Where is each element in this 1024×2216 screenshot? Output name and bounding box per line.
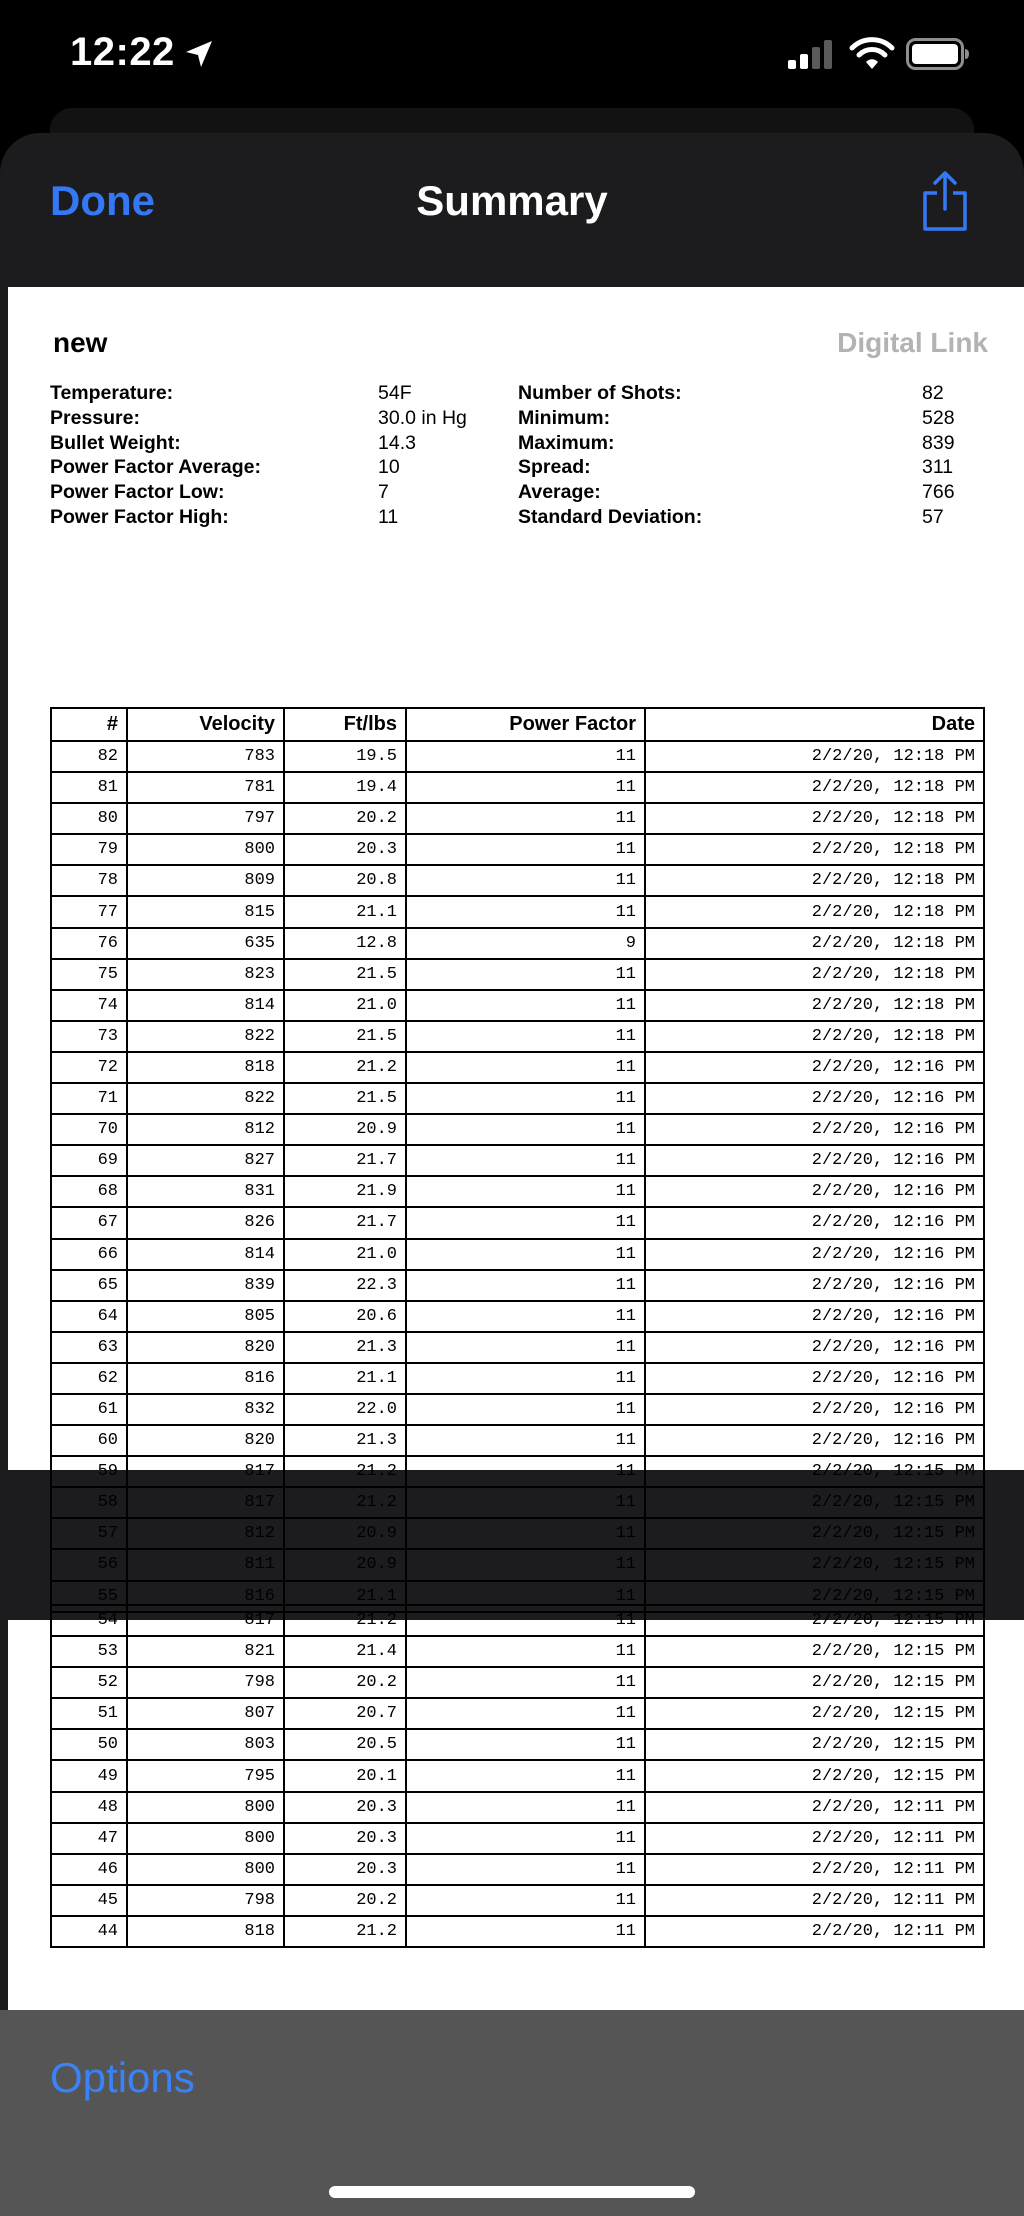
table-cell: 19.5 — [284, 741, 406, 772]
table-cell: 64 — [51, 1301, 127, 1332]
table-cell: 21.2 — [284, 1916, 406, 1947]
table-cell: 21.0 — [284, 990, 406, 1021]
table-cell: 2/2/20, 12:15 PM — [645, 1487, 984, 1518]
table-cell: 21.5 — [284, 1083, 406, 1114]
cellular-signal-icon — [786, 38, 834, 70]
table-cell: 11 — [406, 1363, 645, 1394]
table-row — [51, 1114, 984, 1145]
table-cell: 11 — [406, 1636, 645, 1667]
status-time: 12:22 — [70, 30, 175, 74]
table-cell: 2/2/20, 12:18 PM — [645, 990, 984, 1021]
table-cell: 807 — [127, 1698, 284, 1729]
column-header: Ft/lbs — [284, 708, 406, 741]
table-cell: 2/2/20, 12:18 PM — [645, 741, 984, 772]
summary-value: 311 — [922, 456, 954, 479]
table-cell: 817 — [127, 1456, 284, 1487]
summary-value: 528 — [922, 406, 955, 429]
table-cell: 2/2/20, 12:11 PM — [645, 1916, 984, 1947]
table-cell: 20.2 — [284, 1667, 406, 1698]
summary-stats — [50, 381, 1010, 530]
table-cell: 11 — [406, 1270, 645, 1301]
table-cell: 2/2/20, 12:11 PM — [645, 1885, 984, 1916]
table-cell: 783 — [127, 741, 284, 772]
table-cell: 20.9 — [284, 1549, 406, 1580]
table-cell: 73 — [51, 1021, 127, 1052]
table-cell: 11 — [406, 896, 645, 927]
bottom-toolbar — [0, 2010, 1024, 2216]
table-cell: 2/2/20, 12:18 PM — [645, 959, 984, 990]
table-cell: 2/2/20, 12:15 PM — [645, 1518, 984, 1549]
table-cell: 11 — [406, 1518, 645, 1549]
summary-value: 7 — [378, 481, 389, 504]
table-cell: 11 — [406, 1083, 645, 1114]
table-cell: 820 — [127, 1425, 284, 1456]
table-cell: 20.7 — [284, 1698, 406, 1729]
summary-value: 766 — [922, 481, 955, 504]
table-cell: 2/2/20, 12:16 PM — [645, 1114, 984, 1145]
table-cell: 52 — [51, 1667, 127, 1698]
table-cell: 11 — [406, 990, 645, 1021]
table-row — [51, 1207, 984, 1238]
summary-value: 54F — [378, 382, 412, 404]
table-cell: 21.1 — [284, 1363, 406, 1394]
table-cell: 11 — [406, 1114, 645, 1145]
table-cell: 2/2/20, 12:15 PM — [645, 1667, 984, 1698]
table-cell: 803 — [127, 1729, 284, 1760]
table-cell: 2/2/20, 12:18 PM — [645, 803, 984, 834]
table-cell: 2/2/20, 12:15 PM — [645, 1456, 984, 1487]
table-row — [51, 1636, 984, 1667]
table-cell: 815 — [127, 896, 284, 927]
table-cell: 58 — [51, 1487, 127, 1518]
table-cell: 20.3 — [284, 834, 406, 865]
summary-value: 11 — [378, 505, 399, 528]
table-row — [51, 865, 984, 896]
table-cell: 11 — [406, 865, 645, 896]
table-cell: 53 — [51, 1636, 127, 1667]
table-cell: 62 — [51, 1363, 127, 1394]
table-cell: 21.1 — [284, 896, 406, 927]
summary-label: Standard Deviation: — [518, 505, 703, 528]
table-cell: 2/2/20, 12:15 PM — [645, 1729, 984, 1760]
table-row — [51, 1792, 984, 1823]
table-cell: 2/2/20, 12:11 PM — [645, 1823, 984, 1854]
table-cell: 20.3 — [284, 1823, 406, 1854]
column-header: Velocity — [127, 708, 284, 741]
summary-row — [50, 505, 1010, 530]
share-icon[interactable] — [918, 169, 972, 233]
table-cell: 817 — [127, 1487, 284, 1518]
table-cell: 826 — [127, 1207, 284, 1238]
table-cell: 11 — [406, 1239, 645, 1270]
table-cell: 67 — [51, 1207, 127, 1238]
table-row — [51, 1823, 984, 1854]
wifi-icon — [850, 36, 894, 70]
table-cell: 2/2/20, 12:15 PM — [645, 1581, 984, 1612]
table-cell: 60 — [51, 1425, 127, 1456]
table-row — [51, 1549, 984, 1580]
table-cell: 12.8 — [284, 928, 406, 959]
table-cell: 70 — [51, 1114, 127, 1145]
column-header: Date — [645, 708, 984, 741]
table-cell: 11 — [406, 1792, 645, 1823]
table-cell: 781 — [127, 772, 284, 803]
table-cell: 57 — [51, 1518, 127, 1549]
table-cell: 839 — [127, 1270, 284, 1301]
summary-label: Power Factor High: — [50, 505, 229, 528]
table-row — [51, 990, 984, 1021]
table-cell: 69 — [51, 1145, 127, 1176]
table-cell: 20.8 — [284, 865, 406, 896]
table-cell: 21.7 — [284, 1145, 406, 1176]
table-cell: 2/2/20, 12:16 PM — [645, 1363, 984, 1394]
table-cell: 797 — [127, 803, 284, 834]
table-row — [51, 1729, 984, 1760]
table-cell: 77 — [51, 896, 127, 927]
table-cell: 82 — [51, 741, 127, 772]
table-row — [51, 1605, 984, 1636]
table-cell: 20.3 — [284, 1854, 406, 1885]
table-cell: 81 — [51, 772, 127, 803]
table-cell: 11 — [406, 1823, 645, 1854]
table-row — [51, 803, 984, 834]
table-cell: 20.2 — [284, 1885, 406, 1916]
summary-label: Maximum: — [518, 431, 615, 454]
table-cell: 812 — [127, 1518, 284, 1549]
table-cell: 11 — [406, 1301, 645, 1332]
table-cell: 795 — [127, 1760, 284, 1791]
table-row — [51, 1698, 984, 1729]
summary-label: Temperature: — [50, 382, 174, 404]
table-cell: 21.9 — [284, 1176, 406, 1207]
table-cell: 11 — [406, 741, 645, 772]
table-cell: 820 — [127, 1332, 284, 1363]
table-cell: 2/2/20, 12:16 PM — [645, 1145, 984, 1176]
shots-table — [50, 707, 985, 1613]
table-row — [51, 1021, 984, 1052]
table-cell: 22.3 — [284, 1270, 406, 1301]
table-row — [51, 1456, 984, 1487]
table-cell: 21.2 — [284, 1052, 406, 1083]
table-cell: 2/2/20, 12:16 PM — [645, 1083, 984, 1114]
table-cell: 2/2/20, 12:11 PM — [645, 1792, 984, 1823]
table-cell: 49 — [51, 1760, 127, 1791]
table-row — [51, 772, 984, 803]
table-row — [51, 1239, 984, 1270]
table-cell: 831 — [127, 1176, 284, 1207]
table-row — [51, 741, 984, 772]
table-row — [51, 1301, 984, 1332]
options-button[interactable]: Options — [50, 2054, 195, 2101]
summary-label: Power Factor Low: — [50, 481, 225, 504]
table-cell: 832 — [127, 1394, 284, 1425]
table-cell: 20.1 — [284, 1760, 406, 1791]
table-cell: 51 — [51, 1698, 127, 1729]
table-cell: 11 — [406, 1207, 645, 1238]
table-cell: 61 — [51, 1394, 127, 1425]
summary-label: Pressure: — [50, 406, 140, 429]
table-cell: 72 — [51, 1052, 127, 1083]
table-row — [51, 1052, 984, 1083]
table-cell: 21.0 — [284, 1239, 406, 1270]
table-cell: 2/2/20, 12:18 PM — [645, 896, 984, 927]
table-cell: 2/2/20, 12:16 PM — [645, 1332, 984, 1363]
table-cell: 2/2/20, 12:15 PM — [645, 1636, 984, 1667]
table-cell: 66 — [51, 1239, 127, 1270]
summary-label: Minimum: — [518, 406, 611, 429]
table-row — [51, 1487, 984, 1518]
table-cell: 54 — [51, 1605, 127, 1636]
table-row — [51, 1518, 984, 1549]
table-cell: 9 — [406, 928, 645, 959]
table-cell: 800 — [127, 834, 284, 865]
summary-value: 57 — [922, 505, 944, 528]
table-cell: 44 — [51, 1916, 127, 1947]
table-cell: 827 — [127, 1145, 284, 1176]
table-cell: 78 — [51, 865, 127, 896]
table-cell: 2/2/20, 12:15 PM — [645, 1698, 984, 1729]
table-row — [51, 1916, 984, 1947]
table-row — [51, 1425, 984, 1456]
table-cell: 2/2/20, 12:16 PM — [645, 1394, 984, 1425]
table-cell: 2/2/20, 12:16 PM — [645, 1207, 984, 1238]
table-cell: 65 — [51, 1270, 127, 1301]
table-row — [51, 896, 984, 927]
table-cell: 59 — [51, 1456, 127, 1487]
table-cell: 11 — [406, 803, 645, 834]
table-cell: 11 — [406, 1760, 645, 1791]
column-header: Power Factor — [406, 708, 645, 741]
table-row — [51, 1145, 984, 1176]
table-cell: 46 — [51, 1854, 127, 1885]
report-brand: Digital Link — [837, 327, 988, 358]
table-row — [51, 959, 984, 990]
table-row — [51, 1667, 984, 1698]
table-cell: 47 — [51, 1823, 127, 1854]
table-row — [51, 834, 984, 865]
summary-value: 30.0 in Hg — [378, 406, 467, 429]
table-row — [51, 928, 984, 959]
table-row — [51, 1760, 984, 1791]
table-cell: 2/2/20, 12:18 PM — [645, 928, 984, 959]
summary-row — [50, 455, 1010, 480]
summary-value: 839 — [922, 431, 955, 454]
summary-label: Power Factor Average: — [50, 456, 261, 479]
summary-value: 10 — [378, 456, 400, 479]
table-cell: 635 — [127, 928, 284, 959]
table-cell: 21.3 — [284, 1425, 406, 1456]
shots-table-continued — [50, 1604, 985, 1948]
table-cell: 2/2/20, 12:11 PM — [645, 1854, 984, 1885]
column-header: # — [51, 708, 127, 741]
table-cell: 21.2 — [284, 1605, 406, 1636]
table-cell: 20.9 — [284, 1114, 406, 1145]
table-cell: 2/2/20, 12:16 PM — [645, 1239, 984, 1270]
nav-title: Summary — [416, 177, 608, 224]
table-cell: 56 — [51, 1549, 127, 1580]
table-cell: 11 — [406, 1456, 645, 1487]
table-row — [51, 1270, 984, 1301]
table-cell: 11 — [406, 1854, 645, 1885]
table-cell: 71 — [51, 1083, 127, 1114]
table-cell: 20.3 — [284, 1792, 406, 1823]
table-row — [51, 1885, 984, 1916]
table-cell: 11 — [406, 1176, 645, 1207]
table-cell: 11 — [406, 1052, 645, 1083]
table-cell: 2/2/20, 12:16 PM — [645, 1270, 984, 1301]
table-cell: 2/2/20, 12:16 PM — [645, 1052, 984, 1083]
table-cell: 55 — [51, 1581, 127, 1612]
table-cell: 11 — [406, 1425, 645, 1456]
table-cell: 798 — [127, 1667, 284, 1698]
table-cell: 2/2/20, 12:16 PM — [645, 1425, 984, 1456]
table-cell: 80 — [51, 803, 127, 834]
status-bar — [0, 0, 1024, 110]
table-cell: 11 — [406, 1021, 645, 1052]
table-cell: 21.7 — [284, 1207, 406, 1238]
table-cell: 2/2/20, 12:18 PM — [645, 865, 984, 896]
table-cell: 11 — [406, 1605, 645, 1636]
table-cell: 798 — [127, 1885, 284, 1916]
summary-label: Bullet Weight: — [50, 431, 181, 454]
table-row — [51, 1394, 984, 1425]
table-cell: 11 — [406, 1916, 645, 1947]
report-name: new — [53, 327, 108, 358]
table-cell: 11 — [406, 772, 645, 803]
table-cell: 817 — [127, 1605, 284, 1636]
table-cell: 22.0 — [284, 1394, 406, 1425]
table-cell: 2/2/20, 12:18 PM — [645, 772, 984, 803]
table-cell: 76 — [51, 928, 127, 959]
table-cell: 21.3 — [284, 1332, 406, 1363]
summary-value: 82 — [922, 382, 944, 404]
summary-row — [50, 480, 1010, 505]
table-cell: 816 — [127, 1581, 284, 1612]
done-button[interactable]: Done — [50, 177, 155, 224]
table-cell: 2/2/20, 12:16 PM — [645, 1301, 984, 1332]
table-cell: 63 — [51, 1332, 127, 1363]
table-cell: 20.5 — [284, 1729, 406, 1760]
summary-row — [50, 381, 1010, 406]
table-cell: 822 — [127, 1083, 284, 1114]
table-cell: 11 — [406, 1487, 645, 1518]
table-cell: 800 — [127, 1823, 284, 1854]
table-cell: 812 — [127, 1114, 284, 1145]
table-cell: 821 — [127, 1636, 284, 1667]
table-row — [51, 1332, 984, 1363]
home-indicator — [329, 2186, 695, 2198]
summary-label: Number of Shots: — [518, 382, 682, 404]
table-cell: 21.2 — [284, 1456, 406, 1487]
table-cell: 2/2/20, 12:15 PM — [645, 1605, 984, 1636]
table-row — [51, 1363, 984, 1394]
table-cell: 21.2 — [284, 1487, 406, 1518]
table-cell: 20.6 — [284, 1301, 406, 1332]
table-cell: 2/2/20, 12:18 PM — [645, 1021, 984, 1052]
table-cell: 20.9 — [284, 1518, 406, 1549]
table-cell: 11 — [406, 834, 645, 865]
table-cell: 48 — [51, 1792, 127, 1823]
table-cell: 21.5 — [284, 1021, 406, 1052]
table-cell: 811 — [127, 1549, 284, 1580]
table-cell: 822 — [127, 1021, 284, 1052]
table-cell: 2/2/20, 12:18 PM — [645, 834, 984, 865]
table-row — [51, 1854, 984, 1885]
table-cell: 823 — [127, 959, 284, 990]
table-cell: 816 — [127, 1363, 284, 1394]
table-row — [51, 1176, 984, 1207]
table-cell: 75 — [51, 959, 127, 990]
table-row — [51, 1083, 984, 1114]
table-cell: 800 — [127, 1792, 284, 1823]
summary-label: Spread: — [518, 456, 591, 479]
summary-sheet — [0, 133, 1024, 2216]
table-cell: 11 — [406, 1145, 645, 1176]
table-cell: 20.2 — [284, 803, 406, 834]
table-cell: 818 — [127, 1916, 284, 1947]
table-cell: 21.1 — [284, 1581, 406, 1612]
table-cell: 11 — [406, 1698, 645, 1729]
table-cell: 11 — [406, 1581, 645, 1612]
table-cell: 79 — [51, 834, 127, 865]
summary-row — [50, 406, 1010, 431]
location-arrow-icon — [183, 38, 215, 70]
report-page-1 — [8, 287, 1024, 1606]
table-cell: 814 — [127, 990, 284, 1021]
table-cell: 11 — [406, 1667, 645, 1698]
table-cell: 11 — [406, 959, 645, 990]
table-cell: 2/2/20, 12:15 PM — [645, 1760, 984, 1791]
table-cell: 68 — [51, 1176, 127, 1207]
table-cell: 800 — [127, 1854, 284, 1885]
table-cell: 21.4 — [284, 1636, 406, 1667]
summary-label: Average: — [518, 481, 601, 504]
table-cell: 11 — [406, 1394, 645, 1425]
table-cell: 45 — [51, 1885, 127, 1916]
summary-row — [50, 431, 1010, 456]
table-cell: 805 — [127, 1301, 284, 1332]
battery-icon — [906, 38, 970, 70]
table-cell: 11 — [406, 1885, 645, 1916]
table-cell: 11 — [406, 1729, 645, 1760]
table-cell: 74 — [51, 990, 127, 1021]
table-cell: 2/2/20, 12:16 PM — [645, 1176, 984, 1207]
table-cell: 21.5 — [284, 959, 406, 990]
table-cell: 11 — [406, 1332, 645, 1363]
table-cell: 19.4 — [284, 772, 406, 803]
summary-value: 14.3 — [378, 431, 416, 454]
table-cell: 809 — [127, 865, 284, 896]
table-cell: 818 — [127, 1052, 284, 1083]
table-cell: 50 — [51, 1729, 127, 1760]
table-cell: 11 — [406, 1549, 645, 1580]
table-cell: 2/2/20, 12:15 PM — [645, 1549, 984, 1580]
table-cell: 814 — [127, 1239, 284, 1270]
